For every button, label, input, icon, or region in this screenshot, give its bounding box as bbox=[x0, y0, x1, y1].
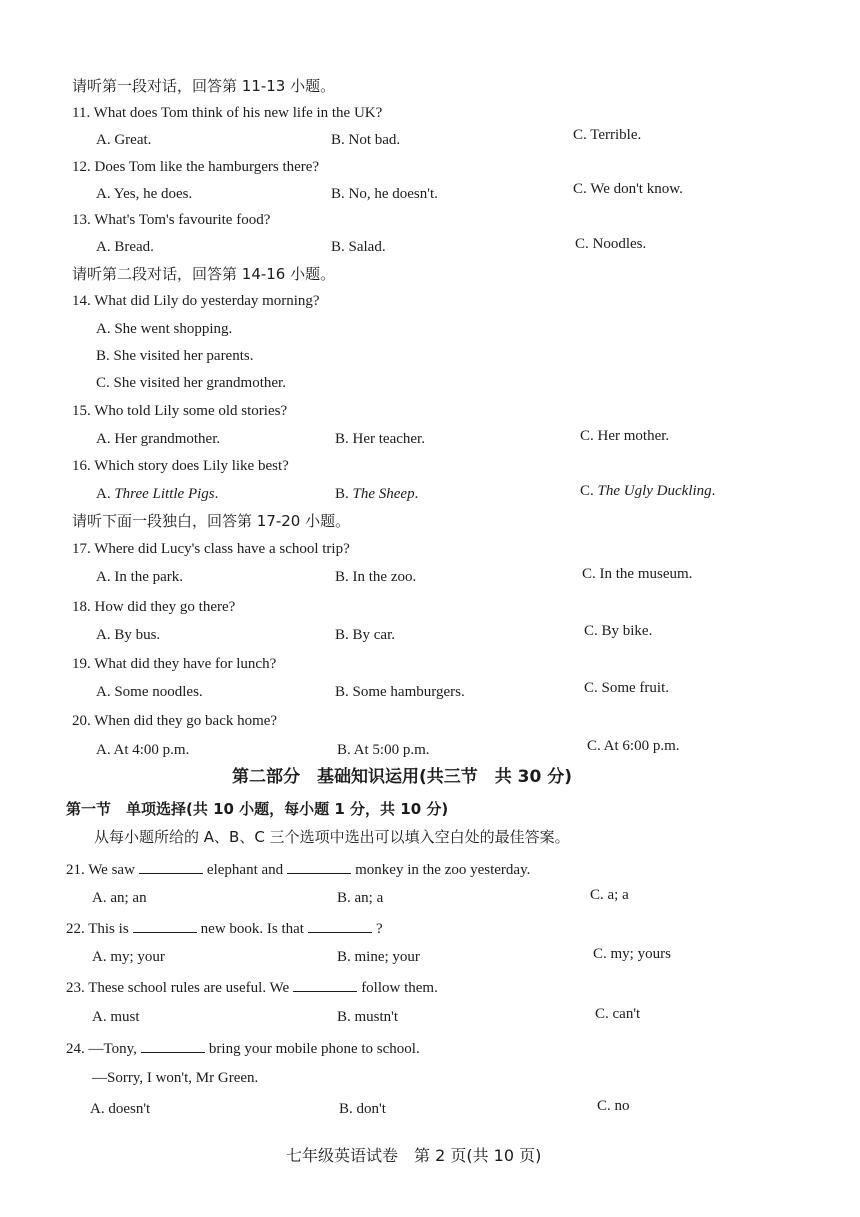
q19-option-c: C. Some fruit. bbox=[584, 680, 669, 696]
part2-heading: 第二部分 基础知识运用(共三节 共 30 分) bbox=[232, 767, 573, 787]
q18-stem: 18. How did they go there? bbox=[72, 599, 236, 615]
q24-reply: —Sorry, I won't, Mr Green. bbox=[92, 1070, 259, 1086]
q24-option-a: A. doesn't bbox=[90, 1101, 151, 1117]
q15-option-c: C. Her mother. bbox=[580, 428, 670, 444]
q22-option-a: A. my; your bbox=[92, 949, 165, 965]
q11-option-a: A. Great. bbox=[96, 132, 152, 148]
q24-stem: 24. —Tony, bring your mobile phone to school. bbox=[66, 1038, 420, 1059]
q12-stem: 12. Does Tom like the hamburgers there? bbox=[72, 159, 320, 175]
q16-option-c-title: The Ugly Duckling bbox=[597, 483, 712, 499]
q23-option-a: A. must bbox=[92, 1009, 140, 1025]
part2-section1-instruction: 从每小题所给的 A、B、C 三个选项中选出可以填入空白处的最佳答案。 bbox=[94, 828, 570, 846]
q20-option-c: C. At 6:00 p.m. bbox=[587, 738, 680, 754]
q16-option-a-title: Three Little Pigs bbox=[114, 486, 215, 502]
q21-option-c: C. a; a bbox=[590, 887, 629, 903]
q18-option-b: B. By car. bbox=[335, 627, 395, 643]
q17-option-b: B. In the zoo. bbox=[335, 569, 417, 585]
q20-stem: 20. When did they go back home? bbox=[72, 713, 278, 729]
q13-option-a: A. Bread. bbox=[96, 239, 154, 255]
q14-option-a: A. She went shopping. bbox=[96, 321, 233, 337]
q16-option-b-title: The Sheep bbox=[352, 486, 415, 502]
q17-stem: 17. Where did Lucy's class have a school trip? bbox=[72, 541, 350, 557]
q12-option-c: C. We don't know. bbox=[573, 181, 683, 197]
page-footer: 七年级英语试卷 第 2 页(共 10 页) bbox=[286, 1146, 542, 1165]
q22-stem: 22. This is new book. Is that ? bbox=[66, 918, 383, 939]
q14-option-c: C. She visited her grandmother. bbox=[96, 375, 286, 391]
q18-option-c: C. By bike. bbox=[584, 623, 653, 639]
section1-instruction: 请听第一段对话，回答第 11-13 小题。 bbox=[72, 77, 336, 95]
q19-option-a: A. Some noodles. bbox=[96, 684, 203, 700]
q15-option-b: B. Her teacher. bbox=[335, 431, 425, 447]
q16-option-a: A. Three Little Pigs. bbox=[96, 486, 219, 502]
q23-blank bbox=[293, 977, 357, 992]
q22-option-c: C. my; yours bbox=[593, 946, 671, 962]
q11-option-c: C. Terrible. bbox=[573, 127, 642, 143]
q21-option-b: B. an; a bbox=[337, 890, 384, 906]
q21-stem: 21. We saw elephant and monkey in the zoo yesterday. bbox=[66, 859, 530, 880]
q20-option-a: A. At 4:00 p.m. bbox=[96, 742, 190, 758]
q19-option-b: B. Some hamburgers. bbox=[335, 684, 465, 700]
q21-option-a: A. an; an bbox=[92, 890, 147, 906]
q15-stem: 15. Who told Lily some old stories? bbox=[72, 403, 288, 419]
q19-stem: 19. What did they have for lunch? bbox=[72, 656, 277, 672]
q24-option-b: B. don't bbox=[339, 1101, 386, 1117]
section2-instruction: 请听第二段对话，回答第 14-16 小题。 bbox=[72, 265, 336, 283]
q21-blank-2 bbox=[287, 859, 351, 874]
q13-option-b: B. Salad. bbox=[331, 239, 386, 255]
q12-option-a: A. Yes, he does. bbox=[96, 186, 193, 202]
q23-stem: 23. These school rules are useful. We follow them. bbox=[66, 977, 438, 998]
q14-option-b: B. She visited her parents. bbox=[96, 348, 254, 364]
q11-option-b: B. Not bad. bbox=[331, 132, 401, 148]
q22-blank-2 bbox=[308, 918, 372, 933]
q14-stem: 14. What did Lily do yesterday morning? bbox=[72, 293, 320, 309]
q15-option-a: A. Her grandmother. bbox=[96, 431, 221, 447]
q22-option-b: B. mine; your bbox=[337, 949, 420, 965]
q21-blank-1 bbox=[139, 859, 203, 874]
q16-stem: 16. Which story does Lily like best? bbox=[72, 458, 289, 474]
q20-option-b: B. At 5:00 p.m. bbox=[337, 742, 430, 758]
part2-section1-title: 第一节 单项选择(共 10 小题，每小题 1 分，共 10 分) bbox=[66, 800, 449, 818]
section3-instruction: 请听下面一段独白，回答第 17-20 小题。 bbox=[72, 512, 351, 530]
q24-option-c: C. no bbox=[597, 1098, 630, 1114]
q16-option-c: C. The Ugly Duckling. bbox=[580, 483, 716, 499]
q22-blank-1 bbox=[133, 918, 197, 933]
q24-blank bbox=[141, 1038, 205, 1053]
q17-option-c: C. In the museum. bbox=[582, 566, 693, 582]
q13-stem: 13. What's Tom's favourite food? bbox=[72, 212, 271, 228]
q18-option-a: A. By bus. bbox=[96, 627, 161, 643]
q12-option-b: B. No, he doesn't. bbox=[331, 186, 438, 202]
q17-option-a: A. In the park. bbox=[96, 569, 184, 585]
q23-option-c: C. can't bbox=[595, 1006, 641, 1022]
q23-option-b: B. mustn't bbox=[337, 1009, 399, 1025]
q16-option-b: B. The Sheep. bbox=[335, 486, 419, 502]
q13-option-c: C. Noodles. bbox=[575, 236, 647, 252]
q11-stem: 11. What does Tom think of his new life in the UK? bbox=[72, 105, 383, 121]
